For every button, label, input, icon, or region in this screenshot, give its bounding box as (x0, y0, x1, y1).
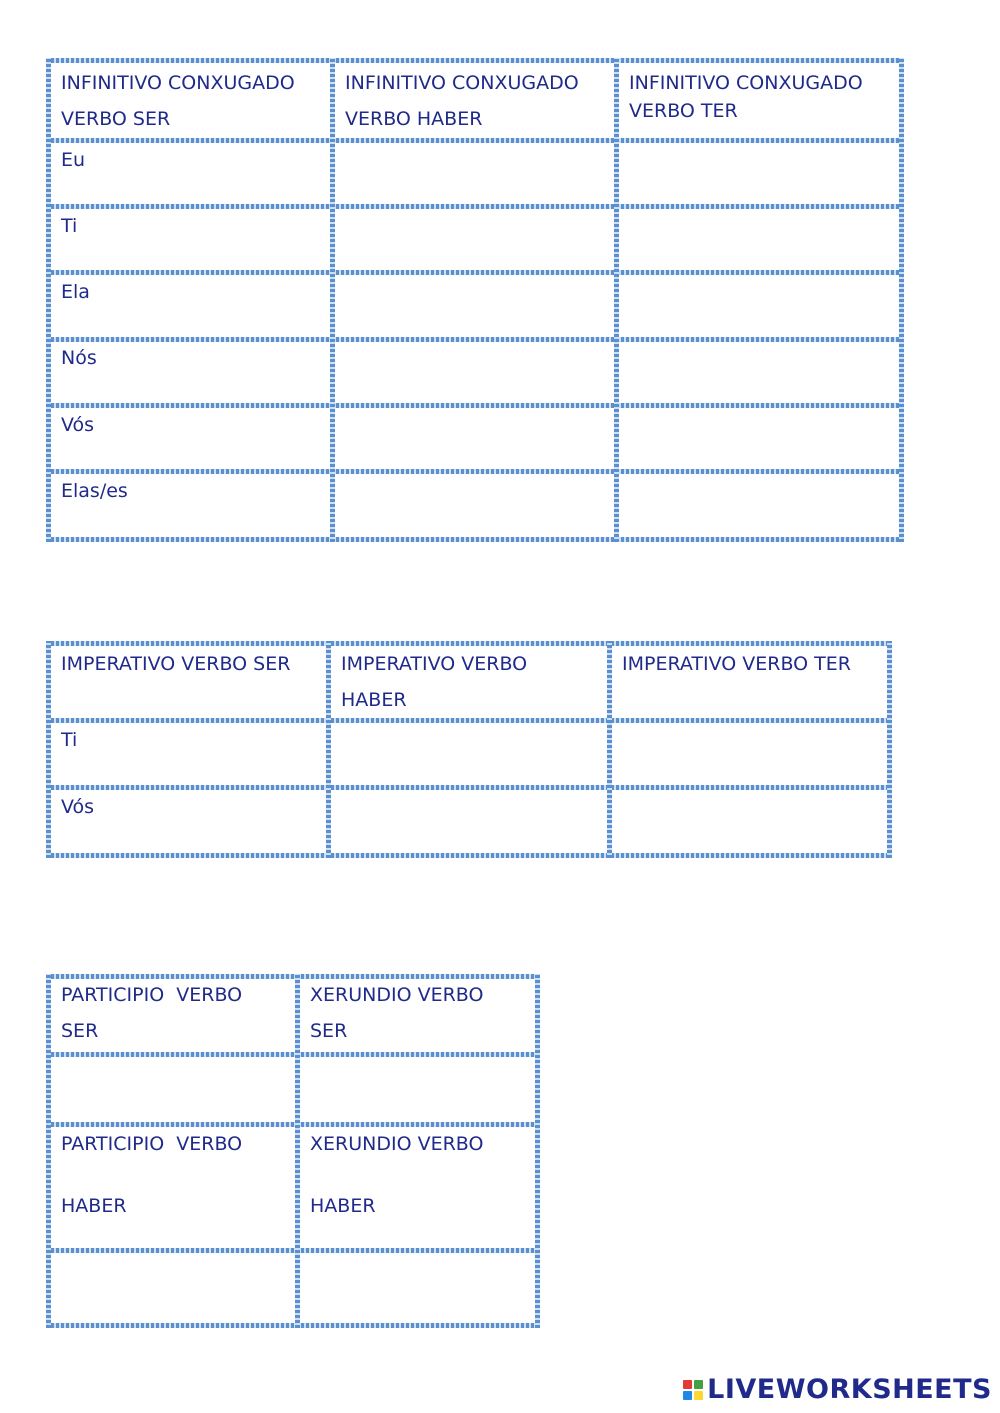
header-line: HABER (341, 689, 407, 711)
header-line: INFINITIVO CONXUGADO (61, 72, 295, 94)
participle-gerund-table (46, 974, 540, 1328)
answer-field[interactable] (335, 474, 614, 537)
logo-square (683, 1380, 692, 1389)
header-line: HABER (61, 1195, 127, 1217)
logo-text: LIVEWORKSHEETS (707, 1374, 992, 1405)
answer-field[interactable] (331, 790, 607, 853)
header-line: INFINITIVO CONXUGADO (629, 72, 863, 94)
pronoun-cell: Ti (61, 215, 78, 237)
header-line: PARTICIPIO VERBO (61, 984, 243, 1006)
header-line: HABER (310, 1195, 376, 1217)
logo-mark-icon (683, 1380, 703, 1400)
conjugation-table (46, 58, 904, 542)
answer-field[interactable] (612, 790, 887, 853)
header-line: IMPERATIVO VERBO (341, 653, 528, 675)
header-participio-haber (51, 1124, 295, 1226)
header-line: SER (61, 1020, 99, 1042)
imperative-table (46, 641, 892, 858)
table-border (535, 974, 540, 1328)
liveworksheets-logo (683, 1374, 992, 1405)
logo-square (694, 1391, 703, 1400)
answer-field[interactable] (335, 275, 614, 337)
answer-field[interactable] (51, 1253, 295, 1323)
pronoun-cell: Nós (61, 347, 97, 369)
header-imperativo-haber (331, 644, 607, 720)
pronoun-cell: Elas/es (61, 480, 128, 502)
table-border (887, 641, 892, 858)
answer-field[interactable] (335, 342, 614, 403)
answer-field[interactable] (619, 408, 899, 469)
answer-field[interactable] (51, 1057, 295, 1122)
header-line: XERUNDIO VERBO (310, 984, 484, 1006)
table-border (46, 853, 892, 858)
pronoun-cell: Vós (61, 414, 95, 436)
header-line: SER (310, 1020, 348, 1042)
header-line: IMPERATIVO VERBO TER (622, 653, 851, 675)
table-border (899, 58, 904, 542)
header-line: XERUNDIO VERBO (310, 1133, 484, 1155)
header-line: PARTICIPIO VERBO (61, 1133, 243, 1155)
logo-square (683, 1391, 692, 1400)
answer-field[interactable] (619, 143, 899, 204)
header-line: VERBO SER (61, 108, 171, 130)
logo-square (694, 1380, 703, 1389)
pronoun-cell: Eu (61, 149, 86, 171)
header-imperativo-ter (612, 644, 887, 684)
header-infinitivo-ter (619, 63, 899, 127)
answer-field[interactable] (619, 209, 899, 270)
answer-field[interactable] (331, 723, 607, 785)
answer-field[interactable] (335, 143, 614, 204)
header-line: INFINITIVO CONXUGADO (345, 72, 579, 94)
header-infinitivo-haber (335, 63, 614, 139)
header-infinitivo-ser (51, 63, 330, 139)
answer-field[interactable] (300, 1253, 535, 1323)
header-line: VERBO TER (629, 100, 738, 122)
table-border (46, 537, 904, 542)
header-xerundio-ser (300, 975, 535, 1051)
answer-field[interactable] (619, 342, 899, 403)
answer-field[interactable] (619, 474, 899, 537)
answer-field[interactable] (335, 209, 614, 270)
pronoun-cell: Vós (61, 796, 95, 818)
header-imperativo-ser (51, 644, 326, 684)
header-line: VERBO HABER (345, 108, 483, 130)
answer-field[interactable] (300, 1057, 535, 1122)
answer-field[interactable] (619, 275, 899, 337)
header-line: IMPERATIVO VERBO SER (61, 653, 291, 675)
header-participio-ser (51, 975, 295, 1051)
answer-field[interactable] (612, 723, 887, 785)
table-border (46, 1323, 540, 1328)
pronoun-cell: Ela (61, 281, 90, 303)
pronoun-cell: Ti (61, 729, 78, 751)
answer-field[interactable] (335, 408, 614, 469)
header-xerundio-haber (300, 1124, 535, 1226)
